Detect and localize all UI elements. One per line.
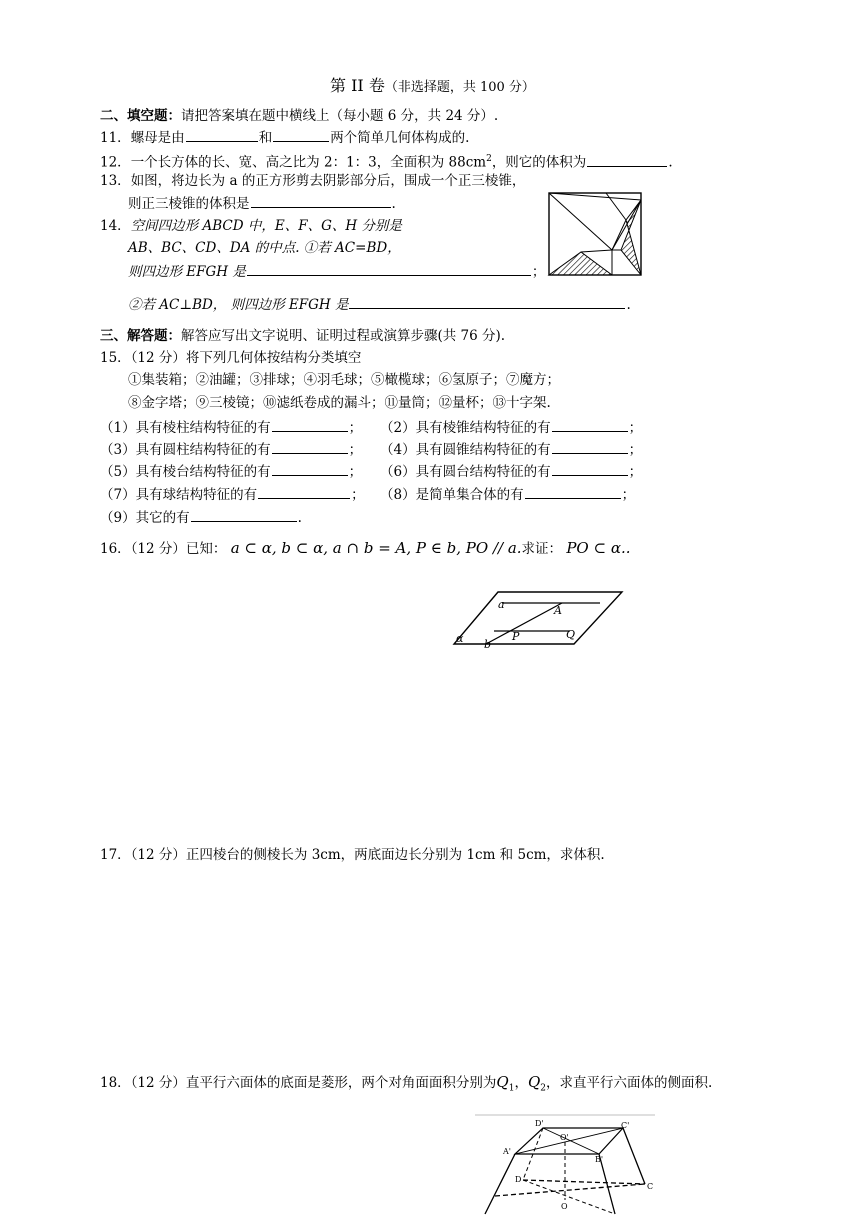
question-text: ； <box>348 420 363 436</box>
question-15-row2b <box>380 439 642 460</box>
question-11 <box>100 127 469 148</box>
question-text: ； <box>531 264 546 280</box>
square-net-figure <box>546 190 646 278</box>
label-C1: C' <box>621 1121 630 1130</box>
question-text: 则正三棱锥的体积是 <box>128 196 250 212</box>
question-text: 两个简单几何体构成的. <box>330 130 470 146</box>
math-symbol: Q <box>527 1073 541 1091</box>
answer-blank[interactable] <box>191 507 297 522</box>
question-number: 17． <box>100 847 131 863</box>
label-O1: O' <box>560 1133 569 1142</box>
question-text: . <box>626 297 631 313</box>
answer-blank[interactable] <box>272 417 348 432</box>
question-13-line1 <box>100 171 525 191</box>
subscript: 2 <box>540 1083 546 1094</box>
math-expression: a ⊂ α, b ⊂ α, a ∩ b = A, P ∈ b, PO // a. <box>230 539 522 557</box>
answer-blank[interactable] <box>552 461 628 476</box>
question-15-row5 <box>100 507 302 528</box>
question-15-list1 <box>128 370 560 390</box>
question-text: ； <box>621 487 636 503</box>
answer-blank[interactable] <box>247 261 531 276</box>
plane-lines-figure <box>450 586 630 658</box>
question-text: 螺母是由 <box>130 130 185 146</box>
question-text: 空间四边形 ABCD 中，E、F、G、H 分别是 <box>130 218 402 234</box>
label-B1: B' <box>595 1155 604 1164</box>
question-text: ⑧金字塔；⑨三棱镜；⑩滤纸卷成的漏斗；⑪量筒；⑫量杯；⑬十字架. <box>128 395 551 411</box>
answer-blank[interactable] <box>349 294 625 309</box>
question-number: 12． <box>100 154 131 171</box>
question-text: ， <box>514 1075 528 1091</box>
question-number: 16． <box>100 541 131 557</box>
section-fill-in-header <box>100 106 498 126</box>
superscript: 2 <box>486 154 492 164</box>
question-18 <box>100 1072 712 1099</box>
question-text: ； <box>628 420 643 436</box>
label-a: a <box>498 598 505 611</box>
question-15-row1b <box>380 417 642 438</box>
question-text: ②若 AC⊥BD， 则四边形 EFGH 是 <box>128 297 349 313</box>
question-14-line1 <box>100 216 402 236</box>
answer-blank[interactable] <box>251 193 391 208</box>
answer-blank[interactable] <box>552 439 628 454</box>
question-text: （12 分）直平行六面体的底面是菱形，两个对角面面积分别为 <box>130 1075 497 1091</box>
question-15-row1 <box>100 417 362 438</box>
question-number: 18． <box>100 1075 131 1091</box>
answer-blank[interactable] <box>587 152 667 167</box>
question-number: 11． <box>100 130 131 146</box>
answer-blank[interactable] <box>272 461 348 476</box>
label-Q: Q <box>566 628 576 641</box>
question-text: ，求直平行六面体的侧面积. <box>546 1075 713 1091</box>
question-text: 如图，将边长为 a 的正方形剪去阴影部分后，围成一个正三棱锥， <box>130 173 526 189</box>
question-12 <box>100 149 673 173</box>
label-O: O <box>561 1202 568 1211</box>
question-text: （8）是简单集合体的有 <box>380 487 524 503</box>
label-A: A <box>554 604 562 617</box>
math-symbol: Q <box>496 1073 509 1091</box>
section-label: 二、填空题： <box>100 108 181 124</box>
question-text: （6）具有圆台结构特征的有 <box>380 464 551 480</box>
question-text: （12 分）已知： <box>130 541 227 557</box>
question-text: ； <box>628 442 643 458</box>
question-text: ； <box>628 464 643 480</box>
question-14-line2 <box>128 238 401 258</box>
section-instructions: 解答应写出文字说明、证明过程或演算步骤(共 76 分). <box>181 328 506 344</box>
question-text: （2）具有棱锥结构特征的有 <box>380 420 551 436</box>
question-text: . <box>391 196 396 212</box>
question-text: 则四边形 EFGH 是 <box>128 264 246 280</box>
section-instructions: 请把答案填在题中横线上（每小题 6 分，共 24 分）. <box>181 108 499 124</box>
question-text: （3）具有圆柱结构特征的有 <box>100 442 271 458</box>
question-text: 求证： <box>521 541 563 557</box>
question-15-row3b <box>380 461 642 482</box>
label-alpha: α <box>456 632 464 645</box>
question-text: ，则它的体积为 <box>491 154 587 171</box>
answer-blank[interactable] <box>552 417 628 432</box>
question-17 <box>100 845 605 865</box>
question-number: 15． <box>100 350 131 366</box>
question-text: AB、BC、CD、DA 的中点. ①若 AC=BD， <box>128 240 401 256</box>
question-15-row3 <box>100 461 362 482</box>
label-D: D <box>515 1175 522 1184</box>
question-text: . <box>668 154 673 171</box>
title-main: 第 II 卷 <box>330 76 385 95</box>
page-title <box>330 76 535 98</box>
question-number: 13． <box>100 173 131 189</box>
title-sub: （非选择题，共 100 分） <box>384 80 535 95</box>
section-solve-header <box>100 326 505 346</box>
question-text: ； <box>348 464 363 480</box>
frustum-figure <box>465 1114 665 1216</box>
question-13-line2 <box>128 193 396 214</box>
question-14-line3 <box>128 261 545 282</box>
answer-blank[interactable] <box>525 484 621 499</box>
question-15-row4 <box>100 484 365 505</box>
answer-blank[interactable] <box>186 127 258 142</box>
question-text: . <box>297 510 302 526</box>
question-14-line4 <box>128 294 631 315</box>
section-label: 三、解答题： <box>100 328 181 344</box>
answer-blank[interactable] <box>272 439 348 454</box>
question-15-intro <box>100 348 361 368</box>
question-text: （12 分）正四棱台的侧棱长为 3cm，两底面边长分别为 1cm 和 5cm，求体积. <box>130 847 605 863</box>
label-C: C <box>647 1182 654 1191</box>
question-15-row2 <box>100 439 362 460</box>
question-text: （7）具有球结构特征的有 <box>100 487 258 503</box>
question-15-list2 <box>128 393 551 413</box>
subscript: 1 <box>508 1083 515 1094</box>
question-text: （9）其它的有 <box>100 510 190 526</box>
label-b: b <box>484 638 492 651</box>
question-text: 一个长方体的长、宽、高之比为 2：1：3，全面积为 88cm <box>130 154 487 171</box>
question-number: 14． <box>100 218 131 234</box>
label-A1: A' <box>503 1147 511 1156</box>
question-text: ； <box>348 442 363 458</box>
question-text: （1）具有棱柱结构特征的有 <box>100 420 271 436</box>
question-text: （12 分）将下列几何体按结构分类填空 <box>130 350 362 366</box>
question-text: （5）具有棱台结构特征的有 <box>100 464 271 480</box>
question-16 <box>100 538 631 559</box>
question-15-row4b <box>380 484 635 505</box>
math-expression: PO ⊂ α.. <box>566 539 631 557</box>
question-text: ①集装箱；②油罐；③排球；④羽毛球；⑤橄榄球；⑥氢原子；⑦魔方； <box>128 372 560 388</box>
label-D1: D' <box>535 1119 544 1128</box>
question-text: ； <box>351 487 365 503</box>
answer-blank[interactable] <box>258 484 350 499</box>
answer-blank[interactable] <box>273 127 329 142</box>
question-text: （4）具有圆锥结构特征的有 <box>380 442 551 458</box>
label-P: P <box>512 630 520 643</box>
question-text: 和 <box>258 130 273 146</box>
